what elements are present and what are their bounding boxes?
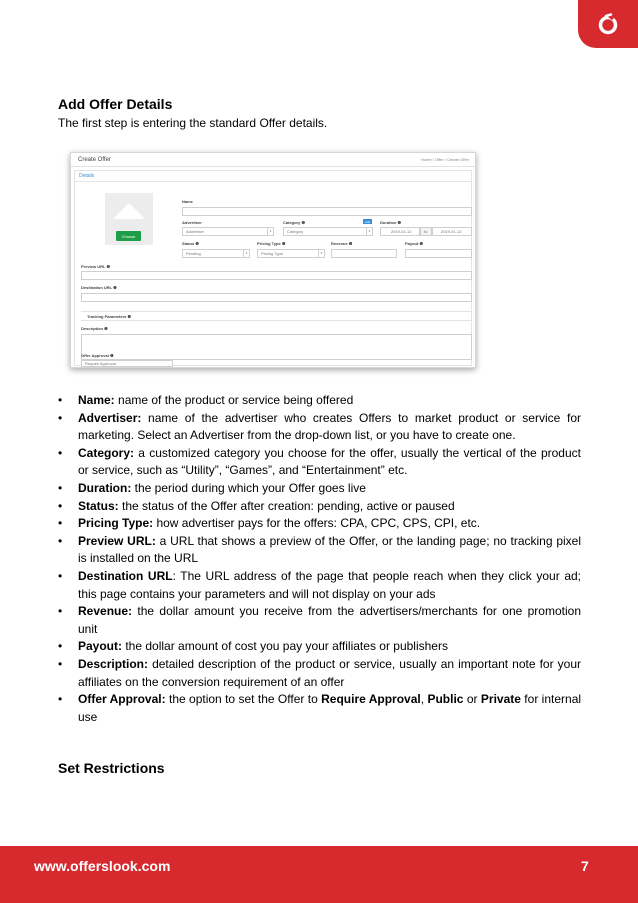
bullet-term: Revenue: [78, 604, 133, 619]
offer-approval-value: Require Approval [85, 361, 116, 366]
bullet-term: Payout: [78, 639, 123, 654]
list-item [58, 445, 581, 480]
bullet-term: Category: [78, 445, 135, 460]
advertiser-value: Advertiser [186, 229, 205, 234]
approval-option: Require Approval [321, 692, 421, 707]
status-value: Pending [186, 251, 201, 256]
bullet-term: Advertiser: [78, 410, 142, 425]
screenshot-title: Create Offer [78, 156, 111, 163]
bullet-text: name of the product or service being offered [114, 393, 354, 407]
status-select [182, 249, 250, 258]
pricing-type-select [257, 249, 325, 258]
preview-url-label: Preview URL ❶ [81, 264, 111, 269]
list-item [58, 392, 581, 410]
list-item [58, 533, 581, 568]
list-item [58, 498, 581, 516]
name-input [182, 207, 472, 216]
page-number: 7 [581, 858, 589, 874]
choose-image-button: Choose [116, 231, 141, 241]
chevron-down-icon: ▾ [366, 228, 372, 235]
destination-url-label: Destination URL ❶ [81, 285, 117, 290]
bullet-term: Offer Approval: [78, 692, 166, 707]
list-item [58, 480, 581, 498]
bullet-term: Status: [78, 498, 119, 513]
list-item [58, 568, 581, 603]
description-label: Description ❶ [81, 326, 108, 331]
list-item [58, 691, 581, 726]
bullet-term: Name: [78, 393, 115, 407]
chevron-down-icon: ▾ [318, 250, 324, 257]
description-textarea [81, 334, 472, 360]
duration-from-input: 2019-01-12 [380, 227, 420, 236]
bullet-term: Preview URL: [78, 533, 156, 548]
bullet-term: Duration: [78, 480, 132, 495]
bullet-text: how advertiser pays for the offers: CPA, CPC, CPS, CPI, etc. [153, 516, 481, 531]
payout-input [405, 249, 472, 258]
duration-to-input: 2019-01-12 [432, 227, 472, 236]
bullet-text: , [420, 692, 428, 707]
category-select [283, 227, 373, 236]
name-label: Name [182, 199, 193, 204]
category-label: Category ❶ [283, 220, 306, 225]
add-category-button: Add [364, 219, 371, 224]
tracking-parameters-label: Tracking Parameters ❶ [87, 314, 132, 319]
bullet-text: a customized category you choose for the offer, usually the vertical of the product or service, such as “Utility”, “Games”, and “Entertainment” etc. [78, 445, 581, 478]
tab-details: Details [75, 171, 471, 182]
chevron-down-icon: ▾ [267, 228, 273, 235]
bullet-text: detailed description of the product or service, usually an important note for your affiliates on the conversion requirement of an offer [78, 656, 581, 689]
bullet-text: the period during which your Offer goes live [131, 480, 366, 495]
section-title-set-restrictions: Set Restrictions [58, 760, 165, 776]
approval-option: Public [427, 692, 464, 707]
bullet-text: name of the advertiser who creates Offers to market product or service for marketing. Select an Advertiser from the drop-down list, or you have to create one. [78, 410, 581, 443]
bullet-text: the option to set the Offer to [165, 692, 322, 707]
offer-approval-label: Offer Approval ❶ [81, 353, 114, 358]
brand-logo [578, 0, 638, 48]
bullet-term: Description: [78, 656, 149, 671]
screenshot-form [74, 170, 472, 366]
list-item [58, 603, 581, 638]
bullet-text: the status of the Offer after creation: pending, active or paused [118, 498, 455, 513]
category-value: Category [287, 229, 304, 234]
screenshot-header [71, 153, 475, 167]
section-title-add-offer: Add Offer Details [58, 96, 173, 112]
duration-label: Duration ❶ [380, 220, 402, 225]
approval-option: Private [480, 692, 521, 707]
bullet-text: for internal use [78, 692, 582, 724]
revenue-input [331, 249, 397, 258]
bullet-text: : The URL address of the page that people reach when they click your ad; this page contains your parameters and will not display on your ads [78, 568, 581, 601]
list-item [58, 410, 581, 445]
bullet-text: the dollar amount you receive from the advertisers/merchants for one promotion unit [78, 604, 581, 636]
preview-url-input [81, 271, 472, 280]
screenshot-breadcrumb: Home / Offer / Create Offer [420, 157, 469, 162]
pricing-type-value: Pricing Type [261, 251, 283, 256]
bullet-text: a URL that shows a preview of the Offer, or the landing page; no tracking pixel is installed on the URL [78, 533, 582, 566]
offer-approval-select [81, 360, 173, 367]
intro-text: The first step is entering the standard Offer details. [58, 116, 328, 130]
image-placeholder-icon [113, 203, 145, 219]
page-footer [0, 846, 638, 903]
tracking-parameters-row [81, 311, 471, 321]
list-item [58, 638, 581, 656]
footer-url: www.offerslook.com [34, 858, 171, 874]
list-item [58, 656, 581, 691]
pricing-type-label: Pricing Type ❶ [257, 241, 286, 246]
advertiser-label: Advertiser [182, 220, 202, 225]
status-label: Status ❶ [182, 241, 199, 246]
offerslook-logo-icon [597, 13, 619, 35]
bullet-term: Pricing Type: [78, 516, 154, 531]
list-item [58, 515, 581, 533]
chevron-down-icon: ▾ [243, 250, 249, 257]
field-definitions-list [58, 392, 581, 726]
advertiser-select [182, 227, 274, 236]
bullet-term: Destination URL [78, 568, 173, 583]
destination-url-input [81, 293, 472, 302]
payout-label: Payout ❶ [405, 241, 424, 246]
bullet-text: or [463, 692, 481, 707]
bullet-text: the dollar amount of cost you pay your affiliates or publishers [122, 639, 448, 654]
revenue-label: Revenue ❶ [331, 241, 353, 246]
create-offer-screenshot [70, 152, 476, 368]
duration-to-label: to [420, 227, 432, 236]
